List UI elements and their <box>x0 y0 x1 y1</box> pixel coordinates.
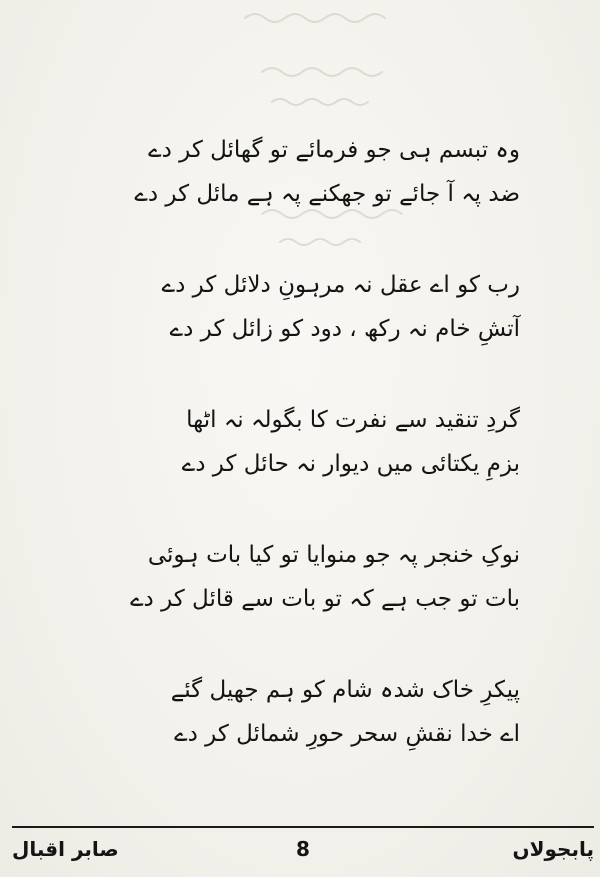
verse-line: پیکرِ خاک شدہ شام کو ہم جھیل گئے <box>170 677 520 703</box>
page-number: 8 <box>296 837 310 861</box>
verse-line: وہ تبسم ہی جو فرمائے تو گھائل کر دے <box>148 137 520 163</box>
stanza-1 <box>100 128 520 216</box>
stanza-5 <box>100 668 520 756</box>
verse-line: رب کو اے عقل نہ مرہونِ دلائل کر دے <box>161 272 520 298</box>
footer-rule <box>12 826 594 828</box>
page-footer <box>12 832 594 866</box>
verse-line: اے خدا نقشِ سحر حورِ شمائل کر دے <box>174 721 520 747</box>
verse-line: بات تو جب ہے کہ تو بات سے قائل کر دے <box>130 586 520 612</box>
verse-line: ضد پہ آ جائے تو جھکنے پہ ہے مائل کر دے <box>134 181 520 207</box>
footer-book-title: پابجولاں <box>512 837 594 861</box>
stanza-3 <box>100 398 520 486</box>
verse-line: بزمِ یکتائی میں دیوار نہ حائل کر دے <box>181 451 520 477</box>
stanza-2 <box>100 263 520 351</box>
verse-line: گردِ تنقید سے نفرت کا بگولہ نہ اٹھا <box>186 407 520 433</box>
poem <box>100 128 520 803</box>
verse-line: نوکِ خنجر پہ جو منوایا تو کیا بات ہوئی <box>147 542 520 568</box>
footer-author: صابر اقبال <box>12 837 119 861</box>
stanza-4 <box>100 533 520 621</box>
verse-line: آتشِ خام نہ رکھ ، دود کو زائل کر دے <box>169 316 520 342</box>
